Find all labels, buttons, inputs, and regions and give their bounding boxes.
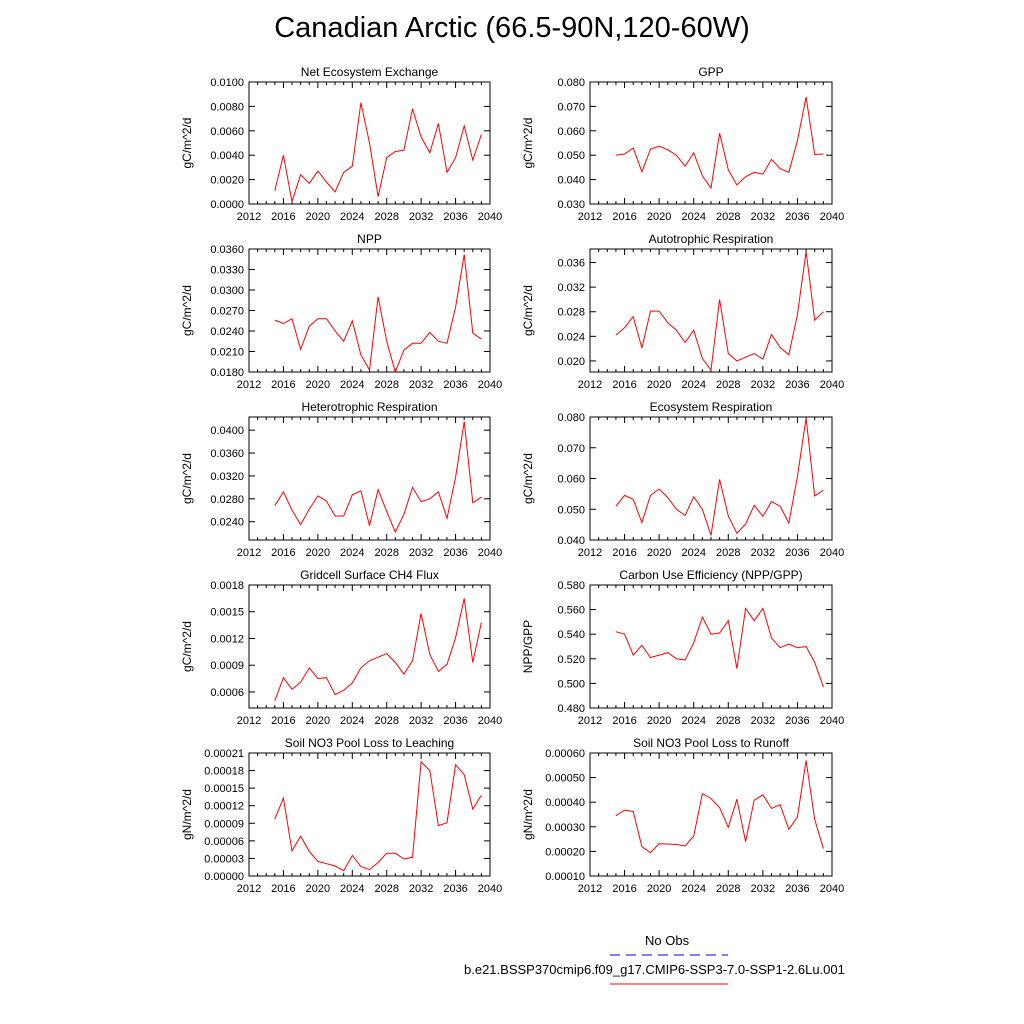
legend-label-model-run: b.e21.BSSP370cmip6.f09_g17.CMIP6-SSP3-7.0-SSP1-2.6Lu.001 — [464, 962, 845, 977]
x-tick-label: 2020 — [646, 379, 672, 391]
plot-frame — [590, 249, 832, 372]
y-tick-label: 0.00030 — [545, 821, 585, 834]
panel-7 — [180, 568, 502, 727]
panel-title: Carbon Use Efficiency (NPP/GPP) — [619, 568, 803, 582]
x-tick-label: 2020 — [305, 379, 331, 391]
y-tick-label: 0.0270 — [210, 305, 244, 318]
x-tick-label: 2016 — [271, 547, 296, 559]
panel-title: Soil NO3 Pool Loss to Leaching — [284, 736, 455, 750]
y-tick-label: 0.030 — [557, 199, 585, 211]
series-line — [616, 760, 824, 852]
panel-6 — [521, 400, 844, 559]
x-tick-label: 2032 — [750, 715, 776, 727]
y-tick-label: 0.00006 — [204, 835, 244, 848]
panel-3 — [180, 232, 502, 391]
plot-frame — [590, 417, 832, 540]
panel-8 — [521, 568, 844, 727]
panel-5 — [180, 400, 502, 559]
y-tick-label: 0.0012 — [210, 633, 244, 646]
y-tick-label: 0.0330 — [210, 264, 244, 277]
y-axis-label: gC/m^2/d — [180, 621, 194, 672]
y-tick-label: 0.580 — [557, 580, 585, 592]
y-tick-label: 0.0020 — [210, 174, 244, 187]
x-tick-label: 2020 — [305, 715, 331, 727]
x-tick-label: 2024 — [681, 547, 706, 559]
y-axis-label: gN/m^2/d — [180, 789, 194, 840]
plot-frame — [249, 417, 490, 540]
x-tick-label: 2032 — [408, 211, 434, 223]
y-tick-label: 0.00040 — [545, 797, 585, 810]
y-tick-label: 0.0040 — [210, 150, 244, 163]
x-tick-label: 2032 — [408, 547, 434, 559]
x-tick-label: 2016 — [271, 715, 296, 727]
series-line — [275, 103, 482, 202]
x-tick-label: 2036 — [443, 211, 468, 223]
y-tick-label: 0.0240 — [210, 326, 244, 338]
y-tick-label: 0.00021 — [204, 748, 244, 760]
y-tick-label: 0.070 — [557, 442, 585, 455]
x-tick-label: 2012 — [236, 883, 262, 895]
x-tick-label: 2040 — [477, 379, 503, 391]
y-tick-label: 0.0300 — [210, 285, 244, 297]
x-tick-label: 2036 — [443, 379, 468, 391]
panel-2 — [521, 65, 844, 223]
x-tick-label: 2012 — [236, 715, 262, 727]
x-tick-label: 2028 — [716, 547, 741, 559]
x-tick-label: 2032 — [750, 883, 776, 895]
y-tick-label: 0.060 — [557, 473, 585, 486]
y-tick-label: 0.0210 — [210, 346, 244, 359]
panel-9 — [180, 736, 502, 895]
x-tick-label: 2036 — [443, 883, 468, 895]
series-line — [275, 598, 482, 701]
y-tick-label: 0.040 — [557, 174, 585, 187]
x-tick-label: 2028 — [374, 715, 399, 727]
y-tick-label: 0.480 — [557, 703, 585, 715]
x-tick-label: 2020 — [305, 883, 331, 895]
x-tick-label: 2040 — [477, 211, 503, 223]
y-tick-label: 0.028 — [557, 306, 585, 319]
y-tick-label: 0.540 — [557, 629, 585, 642]
y-tick-label: 0.0000 — [210, 199, 244, 211]
x-tick-label: 2040 — [819, 211, 845, 223]
x-tick-label: 2020 — [646, 547, 672, 559]
y-tick-label: 0.036 — [557, 257, 585, 270]
panel-1 — [180, 65, 502, 223]
y-tick-label: 0.080 — [557, 412, 585, 424]
x-tick-label: 2012 — [577, 715, 603, 727]
y-tick-label: 0.060 — [557, 125, 585, 138]
x-tick-label: 2020 — [646, 211, 672, 223]
x-tick-label: 2024 — [681, 379, 706, 391]
x-tick-label: 2040 — [477, 547, 503, 559]
panel-4 — [521, 232, 844, 391]
y-tick-label: 0.00020 — [545, 846, 585, 859]
x-tick-label: 2036 — [785, 883, 810, 895]
legend-label-no-obs: No Obs — [645, 933, 690, 948]
y-tick-label: 0.080 — [557, 77, 585, 89]
y-tick-label: 0.0240 — [210, 516, 244, 529]
x-tick-label: 2016 — [271, 883, 296, 895]
x-tick-label: 2012 — [236, 547, 262, 559]
x-tick-label: 2032 — [750, 379, 776, 391]
plot-frame — [249, 585, 490, 708]
y-tick-label: 0.024 — [557, 331, 585, 344]
x-tick-label: 2028 — [374, 547, 399, 559]
y-tick-label: 0.0018 — [210, 580, 244, 592]
y-axis-label: gN/m^2/d — [521, 789, 535, 840]
x-tick-label: 2016 — [612, 883, 637, 895]
y-axis-label: gC/m^2/d — [180, 285, 194, 336]
x-tick-label: 2020 — [305, 211, 331, 223]
x-tick-label: 2040 — [819, 883, 845, 895]
x-tick-label: 2036 — [785, 379, 810, 391]
x-tick-label: 2012 — [577, 883, 603, 895]
x-tick-label: 2040 — [477, 883, 503, 895]
y-tick-label: 0.0280 — [210, 493, 244, 506]
x-tick-label: 2020 — [646, 715, 672, 727]
panel-title: Net Ecosystem Exchange — [300, 65, 439, 79]
x-tick-label: 2040 — [819, 547, 845, 559]
y-tick-label: 0.0015 — [210, 606, 244, 619]
x-tick-label: 2040 — [819, 715, 845, 727]
y-axis-label: gC/m^2/d — [180, 453, 194, 504]
x-tick-label: 2040 — [819, 379, 845, 391]
series-line — [616, 418, 824, 536]
y-tick-label: 0.00010 — [545, 871, 585, 883]
x-tick-label: 2024 — [340, 379, 365, 391]
y-tick-label: 0.0080 — [210, 101, 244, 114]
y-axis-label: NPP/GPP — [521, 619, 535, 674]
x-tick-label: 2012 — [577, 379, 603, 391]
y-axis-label: gC/m^2/d — [521, 453, 535, 504]
series-line — [616, 608, 824, 687]
x-tick-label: 2024 — [681, 883, 706, 895]
x-tick-label: 2020 — [646, 883, 672, 895]
x-tick-label: 2028 — [374, 379, 399, 391]
x-tick-label: 2012 — [577, 547, 603, 559]
x-tick-label: 2028 — [374, 211, 399, 223]
x-tick-label: 2016 — [612, 547, 637, 559]
x-tick-label: 2020 — [305, 547, 331, 559]
x-tick-label: 2028 — [716, 715, 741, 727]
panel-title: GPP — [698, 65, 724, 79]
panel-title: NPP — [357, 232, 382, 246]
series-line — [275, 762, 482, 871]
y-axis-label: gC/m^2/d — [180, 117, 194, 169]
y-axis-label: gC/m^2/d — [521, 117, 535, 169]
x-tick-label: 2016 — [271, 211, 296, 223]
panel-title: Gridcell Surface CH4 Flux — [300, 568, 439, 582]
y-tick-label: 0.070 — [557, 101, 585, 114]
y-tick-label: 0.020 — [557, 355, 585, 368]
x-tick-label: 2032 — [408, 379, 434, 391]
y-tick-label: 0.050 — [557, 150, 585, 163]
y-tick-label: 0.0180 — [210, 367, 244, 379]
y-tick-label: 0.0400 — [210, 425, 244, 438]
panel-title: Ecosystem Respiration — [649, 400, 773, 414]
x-tick-label: 2028 — [374, 883, 399, 895]
x-tick-label: 2016 — [612, 715, 637, 727]
y-tick-label: 0.560 — [557, 604, 585, 617]
y-tick-label: 0.00000 — [204, 871, 244, 883]
y-tick-label: 0.0060 — [210, 125, 244, 138]
series-line — [275, 422, 482, 532]
y-tick-label: 0.0320 — [210, 470, 244, 483]
x-tick-label: 2032 — [408, 715, 434, 727]
y-tick-label: 0.00003 — [204, 853, 244, 866]
y-tick-label: 0.0100 — [210, 77, 244, 89]
y-tick-label: 0.00018 — [204, 765, 244, 778]
x-tick-label: 2024 — [340, 211, 365, 223]
y-tick-label: 0.0006 — [210, 686, 244, 699]
y-tick-label: 0.0360 — [210, 448, 244, 461]
y-tick-label: 0.00012 — [204, 800, 244, 813]
panel-title: Autotrophic Respiration — [648, 232, 774, 246]
y-tick-label: 0.500 — [557, 678, 585, 691]
x-tick-label: 2036 — [785, 211, 810, 223]
y-tick-label: 0.00050 — [545, 772, 585, 785]
y-tick-label: 0.00015 — [204, 783, 244, 796]
x-tick-label: 2024 — [681, 211, 706, 223]
x-tick-label: 2024 — [340, 883, 365, 895]
panel-10 — [521, 736, 844, 895]
x-tick-label: 2024 — [340, 715, 365, 727]
x-tick-label: 2024 — [681, 715, 706, 727]
x-tick-label: 2028 — [716, 211, 741, 223]
figure-title: Canadian Arctic (66.5-90N,120-60W) — [274, 12, 750, 44]
panel-title: Soil NO3 Pool Loss to Runoff — [633, 736, 789, 750]
x-tick-label: 2032 — [750, 211, 776, 223]
x-tick-label: 2012 — [236, 379, 262, 391]
series-line — [616, 97, 824, 188]
x-tick-label: 2012 — [236, 211, 262, 223]
x-tick-label: 2024 — [340, 547, 365, 559]
plot-frame — [249, 753, 490, 876]
x-tick-label: 2016 — [612, 211, 637, 223]
x-tick-label: 2032 — [750, 547, 776, 559]
series-line — [275, 255, 482, 373]
x-tick-label: 2036 — [785, 715, 810, 727]
y-tick-label: 0.050 — [557, 504, 585, 517]
x-tick-label: 2036 — [443, 715, 468, 727]
x-tick-label: 2036 — [785, 547, 810, 559]
x-tick-label: 2012 — [577, 211, 603, 223]
y-tick-label: 0.00009 — [204, 818, 244, 831]
plot-frame — [249, 249, 490, 372]
x-tick-label: 2032 — [408, 883, 434, 895]
x-tick-label: 2016 — [612, 379, 637, 391]
x-tick-label: 2028 — [716, 883, 741, 895]
y-tick-label: 0.0360 — [210, 244, 244, 256]
y-tick-label: 0.0009 — [210, 660, 244, 673]
y-axis-label: gC/m^2/d — [521, 285, 535, 336]
x-tick-label: 2016 — [271, 379, 296, 391]
series-line — [616, 252, 824, 371]
y-tick-label: 0.032 — [557, 282, 585, 295]
x-tick-label: 2040 — [477, 715, 503, 727]
y-tick-label: 0.040 — [557, 535, 585, 547]
x-tick-label: 2036 — [443, 547, 468, 559]
y-tick-label: 0.00060 — [545, 748, 585, 760]
plot-frame — [590, 753, 832, 876]
panel-title: Heterotrophic Respiration — [301, 400, 438, 414]
x-tick-label: 2028 — [716, 379, 741, 391]
y-tick-label: 0.520 — [557, 653, 585, 666]
